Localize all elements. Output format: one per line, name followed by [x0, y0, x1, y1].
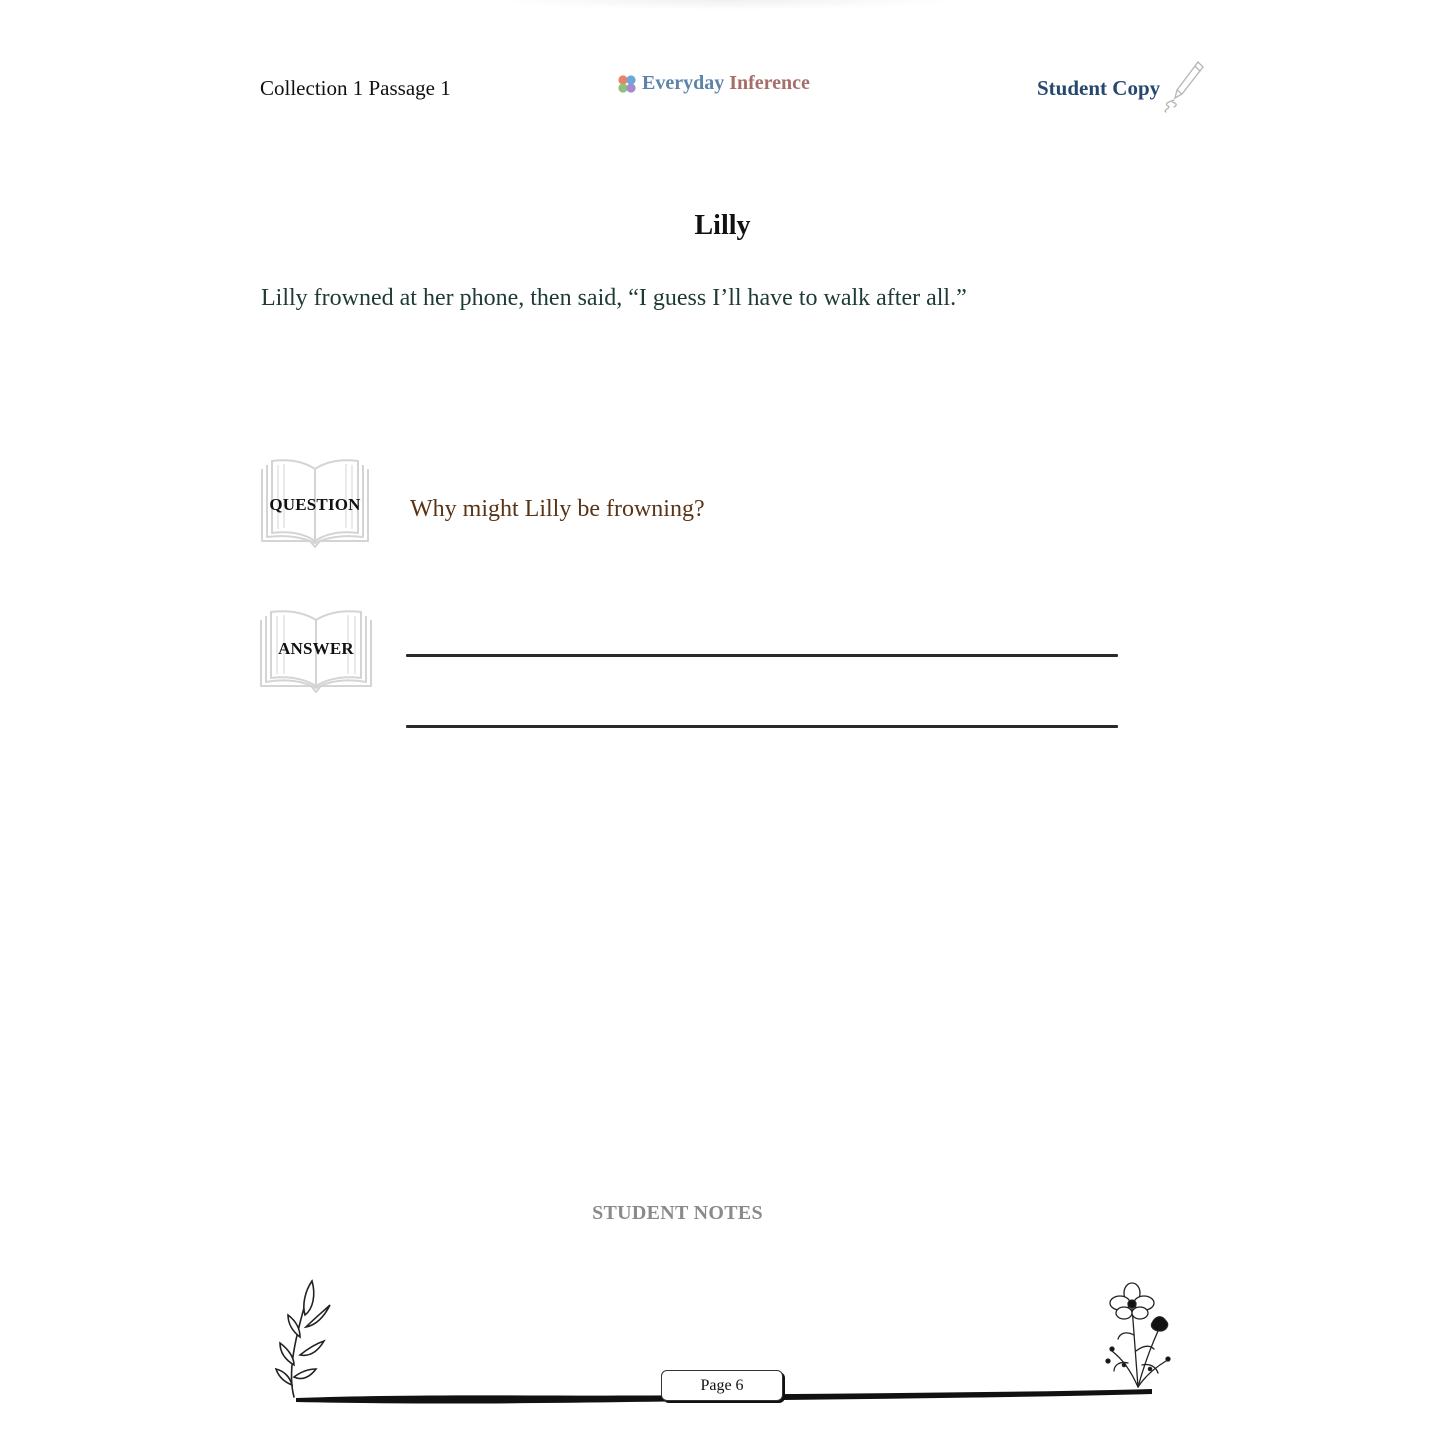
student-notes-title: STUDENT NOTES	[592, 1202, 763, 1224]
passage-title: Lilly	[694, 210, 751, 241]
brand-logo-icon	[617, 74, 637, 94]
collection-passage-label: Collection 1 Passage 1	[260, 76, 451, 100]
brand-name-part2: Inference	[729, 72, 810, 94]
answer-line-2[interactable]	[406, 725, 1118, 728]
brand-name-part1: Everyday	[642, 72, 725, 94]
student-copy-label: Student Copy	[1037, 76, 1161, 100]
brand	[617, 72, 810, 95]
question-text: Why might Lilly be frowning?	[410, 496, 705, 522]
passage-text: Lilly frowned at her phone, then said, “I guess I’ll have to walk after all.”	[261, 285, 967, 311]
page-number-tab: Page 6	[661, 1370, 783, 1401]
question-label: QUESTION	[269, 495, 361, 514]
answer-book	[257, 608, 375, 694]
flower-icon	[1106, 1283, 1170, 1387]
question-book	[258, 455, 372, 551]
answer-label: ANSWER	[278, 639, 354, 658]
leaf-branch-icon	[276, 1281, 330, 1397]
top-shadow	[490, 0, 960, 10]
pencil-icon	[1160, 58, 1206, 114]
answer-line-1[interactable]	[406, 654, 1118, 657]
